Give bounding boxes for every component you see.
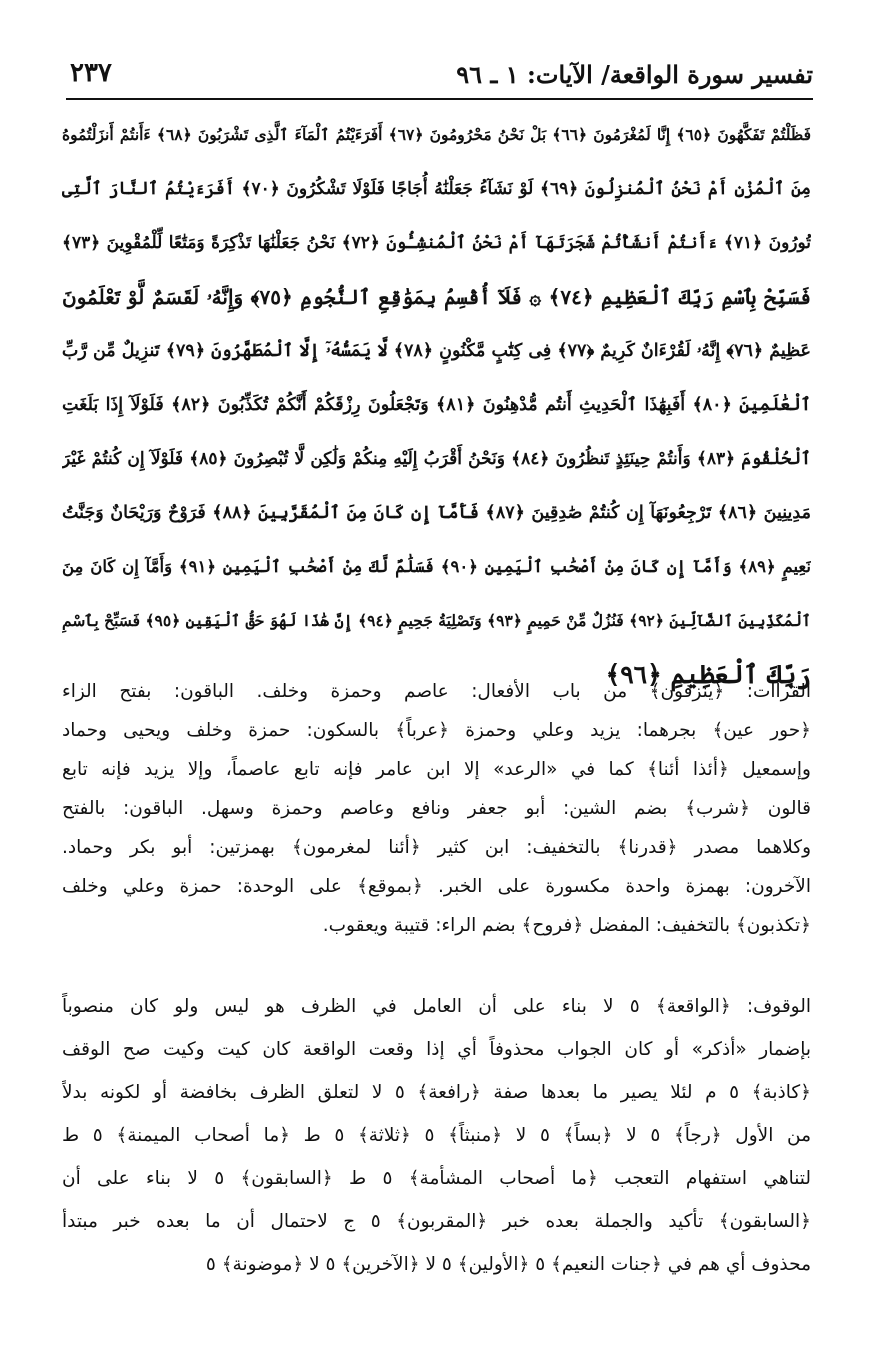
verse-line: نَعِيمٍ ﴿٨٩﴾ وَأَمَّآ إِن كَانَ مِنْ أَصْحَٰبِ ٱلْيَمِينِ ﴿٩٠﴾ فَسَلَٰمٌ لَّكَ مِنْ أَصْحَٰبِ ٱلْيَمِينِ ﴿٩١﴾ وَأَمَّآ إِن كَانَ مِنَ [62, 557, 811, 576]
verse-line: مِنَ ٱلْمُزْنِ أَمْ نَحْنُ ٱلْمُنزِلُونَ ﴿٦٩﴾ لَوْ نَشَآءُ جَعَلْنَٰهُ أُجَاجًا فَلَوْلَا تَشْكُرُونَ ﴿٧٠﴾ أَفَرَءَيْتُمُ ٱلنَّارَ ٱلَّتِى [62, 179, 811, 199]
wuquf-line: الوقوف: ﴿الواقعة﴾ ٥ لا بناء على أن العامل في الظرف هو ليس ولو كان منصوباً [62, 996, 811, 1017]
verse-line: تُورُونَ ﴿٧١﴾ ءَأَنتُمْ أَنشَأْتُمْ شَجَرَتَهَآ أَمْ نَحْنُ ٱلْمُنشِـُٔونَ ﴿٧٢﴾ نَحْنُ جَعَلْنَٰهَا تَذْكِرَةً وَمَتَٰعًا لِّلْمُقْوِينَ ﴿٧٣﴾ [62, 233, 811, 253]
verse-line: رَبِّكَ ٱلْعَظِيمِ ﴿٩٦﴾ [605, 660, 811, 689]
running-title: تفسير سورة الواقعة/ الآيات: ١ ـ ٩٦ [456, 60, 813, 89]
verse-line: عَظِيمٌ ﴿٧٦﴾ إِنَّهُۥ لَقُرْءَانٌ كَرِيمٌ ﴿٧٧﴾ فِى كِتَٰبٍ مَّكْنُونٍ ﴿٧٨﴾ لَّا يَمَسُّهُۥٓ إِلَّا ٱلْمُطَهَّرُونَ ﴿٧٩﴾ تَنزِيلٌ مِّن رَّبِّ [62, 341, 811, 361]
wuquf-section [62, 985, 811, 1286]
verse-line: مَدِينِينَ ﴿٨٦﴾ تَرْجِعُونَهَآ إِن كُنتُمْ صَٰدِقِينَ ﴿٨٧﴾ فَأَمَّآ إِن كَانَ مِنَ ٱلْمُقَرَّبِينَ ﴿٨٨﴾ فَرَوْحٌ وَرَيْحَانٌ وَجَنَّتُ [62, 503, 811, 523]
quran-verses-block [62, 108, 811, 702]
wuquf-line: لتناهي استفهام التعجب ﴿ما أصحاب المشأمة﴾ ٥ ط ﴿السابقون﴾ ٥ لا بناء على أن [62, 1168, 811, 1189]
wuquf-line: ﴿السابقون﴾ تأكيد والجملة بعده خبر ﴿المقربون﴾ ٥ ج لاحتمال أن ما بعده خبر مبتدأ [62, 1211, 811, 1232]
wuquf-line: من الأول ﴿رجاً﴾ ٥ لا ﴿بساً﴾ ٥ لا ﴿منبثاً﴾ ٥ ﴿ثلاثة﴾ ٥ ط ﴿ما أصحاب الميمنة﴾ ٥ ط [62, 1125, 811, 1146]
verse-line: ٱلْمُكَذِّبِينَ ٱلضَّآلِّينَ ﴿٩٢﴾ فَنُزُلٌ مِّنْ حَمِيمٍ ﴿٩٣﴾ وَتَصْلِيَةُ جَحِيمٍ ﴿٩٤﴾ إِنَّ هَٰذَا لَهُوَ حَقُّ ٱلْيَقِينِ ﴿٩٥﴾ فَسَبِّحْ بِٱسْمِ [62, 611, 811, 630]
qiraat-line: وإسمعيل ﴿أئذا أئنا﴾ كما في «الرعد» إلا ابن عامر فإنه تابع عاصماً، وإلا يزيد فإنه تابع [62, 759, 811, 780]
wuquf-line: ﴿كاذبة﴾ ٥ م لئلا يصير ما بعدها صفة ﴿رافعة﴾ ٥ لا لتعلق الظرف بخافضة أو لكونه بدلاً [62, 1082, 811, 1103]
qiraat-line: قالون ﴿شرب﴾ بضم الشين: أبو جعفر ونافع وعاصم وحمزة وسهل. الباقون: بالفتح [62, 798, 811, 819]
wuquf-line: محذوف أي هم في ﴿جنات النعيم﴾ ٥ ﴿الأولين﴾ ٥ لا ﴿الآخرين﴾ ٥ لا ﴿موضونة﴾ ٥ [205, 1254, 811, 1275]
page-header [66, 58, 813, 100]
qiraat-line: الآخرون: بهمزة واحدة مكسورة على الخبر. ﴿بموقع﴾ على الوحدة: حمزة وعلي وخلف [62, 876, 811, 897]
qiraat-line: وكلاهما مصدر ﴿قدرنا﴾ بالتخفيف: ابن كثير ﴿أئنا لمغرمون﴾ بهمزتين: أبو بكر وحماد. [62, 837, 811, 858]
qiraat-line: القراآت: ﴿ينزفون﴾ من باب الأفعال: عاصم وحمزة وخلف. الباقون: بفتح الزاء [62, 681, 811, 702]
qiraat-line: ﴿تكذبون﴾ بالتخفيف: المفضل ﴿فروح﴾ بضم الراء: قتيبة ويعقوب. [322, 915, 811, 936]
verse-line: فَسَبِّحْ بِٱسْمِ رَبِّكَ ٱلْعَظِيمِ ﴿٧٤﴾ ۞ فَلَآ أُقْسِمُ بِمَوَٰقِعِ ٱلنُّجُومِ ﴿٧٥﴾ وَإِنَّهُۥ لَقَسَمٌ لَّوْ تَعْلَمُونَ [62, 285, 811, 309]
qiraat-line: ﴿حور عين﴾ بجرهما: يزيد وعلي وحمزة ﴿عرباً﴾ بالسكون: حمزة وخلف ويحيى وحماد [62, 720, 811, 741]
verse-line: فَظَلْتُمْ تَفَكَّهُونَ ﴿٦٥﴾ إِنَّا لَمُغْرَمُونَ ﴿٦٦﴾ بَلْ نَحْنُ مَحْرُومُونَ ﴿٦٧﴾ أَفَرَءَيْتُمُ ٱلْمَآءَ ٱلَّذِى تَشْرَبُونَ ﴿٦٨﴾ ءَأَنتُمْ أَنزَلْتُمُوهُ [62, 125, 811, 144]
qiraat-section [62, 672, 811, 945]
verse-line: ٱلْعَٰلَمِينَ ﴿٨٠﴾ أَفَبِهَٰذَا ٱلْحَدِيثِ أَنتُم مُّدْهِنُونَ ﴿٨١﴾ وَتَجْعَلُونَ رِزْقَكُمْ أَنَّكُمْ تُكَذِّبُونَ ﴿٨٢﴾ فَلَوْلَآ إِذَا بَلَغَتِ [62, 395, 811, 415]
wuquf-line: بإضمار «أذكر» أو كان الجواب محذوفاً أي إذا وقعت الواقعة كان كيت وكيت صح الوقف [62, 1039, 811, 1060]
verse-line: ٱلْحُلْقُومَ ﴿٨٣﴾ وَأَنتُمْ حِينَئِذٍ تَنظُرُونَ ﴿٨٤﴾ وَنَحْنُ أَقْرَبُ إِلَيْهِ مِنكُمْ وَلَٰكِن لَّا تُبْصِرُونَ ﴿٨٥﴾ فَلَوْلَآ إِن كُنتُمْ غَيْرَ [62, 449, 811, 469]
page-number: ٢٣٧ [70, 58, 112, 88]
